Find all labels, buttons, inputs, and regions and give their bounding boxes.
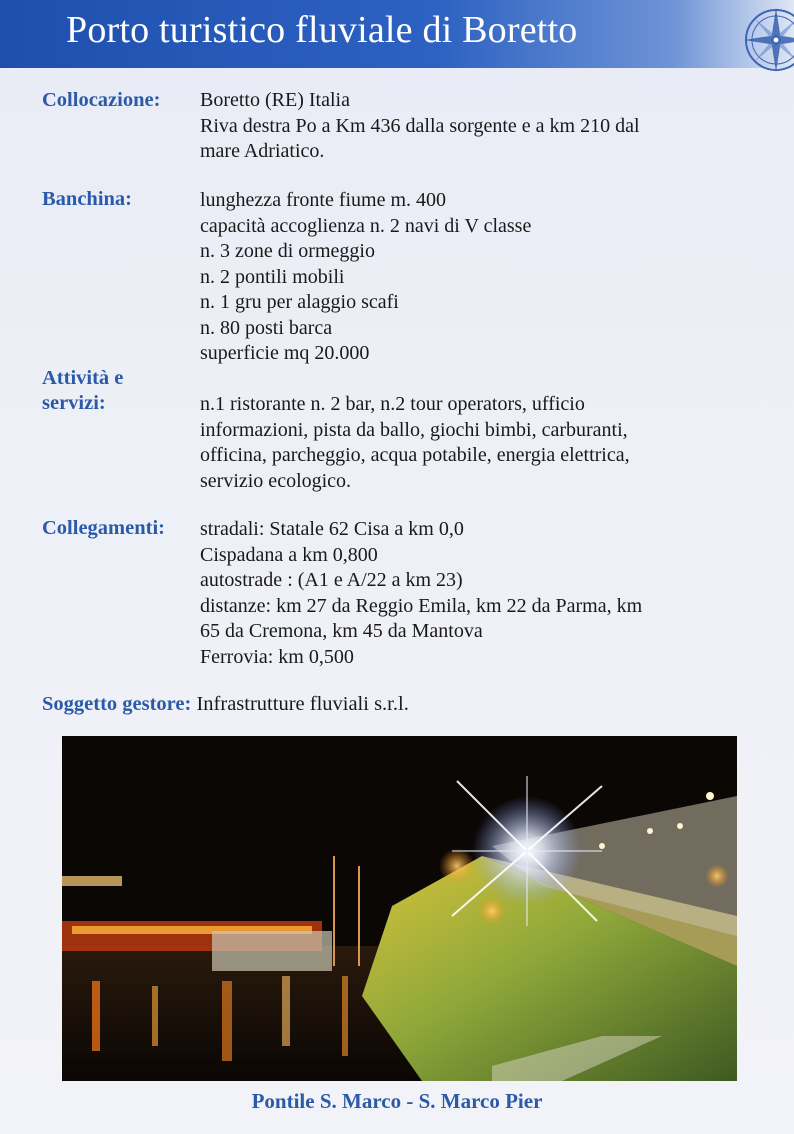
text-line: Cispadana a km 0,800 <box>200 543 378 566</box>
attivita-text <box>200 392 630 494</box>
text-line: servizio ecologico. <box>200 469 352 492</box>
text-line: Riva destra Po a Km 436 dalla sorgente e a km 210 dal <box>200 114 640 137</box>
text-line: n. 80 posti barca <box>200 316 333 339</box>
gestore-label: Soggetto gestore: <box>42 693 192 715</box>
text-line: autostrade : (A1 e A/22 a km 23) <box>200 569 463 591</box>
banchina-text <box>200 188 531 367</box>
collocazione-label: Collocazione: <box>42 89 161 111</box>
collegamenti-text <box>200 517 642 670</box>
text-line: distanze: km 27 da Reggio Emila, km 22 da Parma, km <box>200 594 643 617</box>
text-line: n. 1 gru per alaggio scafi <box>200 291 399 313</box>
pier-night-illustration <box>62 736 737 1081</box>
text-line: lunghezza fronte fiume m. 400 <box>200 189 447 211</box>
text-line: n. 2 pontili mobili <box>200 265 345 288</box>
text-line: 65 da Cremona, km 45 da Mantova <box>200 620 483 642</box>
attivita-label <box>42 366 123 416</box>
text-line: officina, parcheggio, acqua potabile, energia elettrica, <box>200 444 630 466</box>
collegamenti-label: Collegamenti: <box>42 517 165 539</box>
banchina-label: Banchina: <box>42 188 132 210</box>
text-line: informazioni, pista da ballo, giochi bimbi, carburanti, <box>200 418 628 441</box>
pier-night-photo <box>62 736 737 1081</box>
text-line: superficie mq 20.000 <box>200 342 370 364</box>
text-line: mare Adriatico. <box>200 140 325 162</box>
collocazione-text <box>200 88 640 165</box>
title-banner <box>0 0 794 68</box>
page-title: Porto turistico fluviale di Boretto <box>66 9 578 51</box>
text-line: capacità accoglienza n. 2 navi di V classe <box>200 214 532 237</box>
compass-rose-icon <box>736 2 794 102</box>
text-line: stradali: Statale 62 Cisa a km 0,0 <box>200 518 464 540</box>
gestore-row <box>42 693 409 716</box>
attivita-label-line2: servizi: <box>42 392 106 414</box>
text-line: Boretto (RE) Italia <box>200 89 350 111</box>
attivita-label-line1: Attività e <box>42 367 124 389</box>
text-line: n. 3 zone di ormeggio <box>200 240 375 262</box>
text-line: Ferrovia: km 0,500 <box>200 645 354 668</box>
gestore-value: Infrastrutture fluviali s.r.l. <box>196 693 409 715</box>
text-line: n.1 ristorante n. 2 bar, n.2 tour operators, ufficio <box>200 393 585 415</box>
photo-caption: Pontile S. Marco - S. Marco Pier <box>251 1089 543 1113</box>
